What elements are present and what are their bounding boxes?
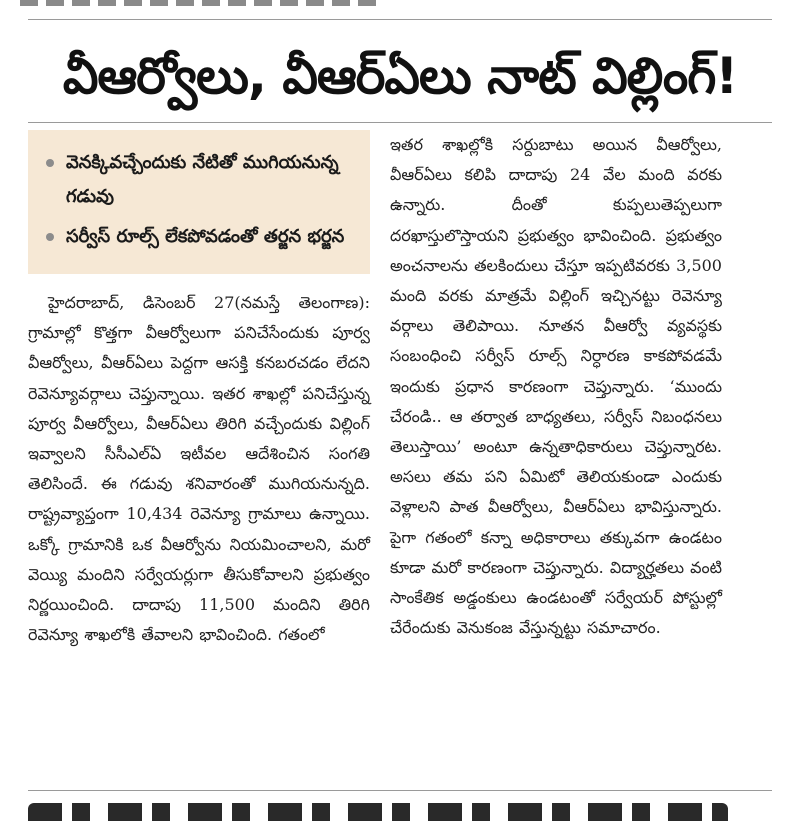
highlight-text: సర్వీస్ రూల్స్ లేకపోవడంతో తర్జన భర్జన (66, 226, 345, 247)
body-text-left: హైదరాబాద్, డిసెంబర్ 27(నమస్తే తెలంగాణ): గ్రామాల్లో కొత్తగా వీఆర్వోలుగా పనిచేసేందుకు పూర్వ వీఆర్వోలు, వీఆర్ఏలు పెద్దగా ఆసక్తి కనబరచడం లేదని రెవెన్యూవర్గాలు చెప్తున్నాయి. ఇతర శాఖల్లో పనిచేస్తున్న పూర్వ వీఆర్వోలు, వీఆర్ఏలు తిరిగి వచ్చేందుకు విల్లింగ్ ఇవ్వాలని సీసీఎల్ఏ ఇటీవల ఆదేశించిన సంగతి తెలిసిందే. ఈ గడువు శనివారంతో ముగియనున్నది. రాష్ట్రవ్యాప్తంగా 10,434 రెవెన్యూ గ్రామాలు ఉన్నాయి. ఒక్కో గ్రామానికి ఒక వీఆర్వోను నియమించాలని, మరో వెయ్యి మందిని సర్వేయర్లుగా తీసుకోవాలని ప్రభుత్వం నిర్ణయించింది. దాదాపు 11,500 మందిని తిరిగి రెవెన్యూ శాఖలోకి తేవాలని భావించింది. గతంలో (28, 293, 370, 645)
body-text-right: ఇతర శాఖల్లోకి సర్దుబాటు అయిన వీఆర్వోలు, వీఆర్ఏలు కలిపి దాదాపు 24 వేల మంది వరకు ఉన్నారు. దీంతో కుప్పలుతెప్పలుగా దరఖాస్తులొస్తాయని ప్రభుత్వం భావించింది. ప్రభుత్వం అంచనాలను తలకిందులు చేస్తూ ఇప్పటివరకు 3,500 మంది వరకు మాత్రమే విల్లింగ్ ఇచ్చినట్టు రెవెన్యూ వర్గాలు తెలిపాయి. నూతన వీఆర్వో వ్యవస్థకు సంబంధించి సర్వీస్ రూల్స్ నిర్ధారణ కాకపోవడమే ఇందుకు ప్రధాన కారణంగా చెప్తున్నారు. ‘ముందు చేరండి.. ఆ తర్వాత బాధ్యతలు, సర్వీస్ నిబంధనలు తెలుస్తాయి’ అంటూ ఉన్నతాధికారులు చెప్తున్నారట. అసలు తమ పని ఏమిటో తెలియకుండా ఎందుకు వెళ్లాలని పాత వీఆర్వోలు, వీఆర్ఏలు భావిస్తున్నారు. పైగా గతంలో కన్నా అధికారాలు తక్కువగా ఉండటం కూడా మరో కారణంగా చెప్తున్నారు. విద్యార్హతలు వంటి సాంకేతిక అడ్డంకులు ఉండటంతో సర్వేయర్ పోస్టుల్లో చేరేందుకు వెనుకంజ వేస్తున్నట్టు సమాచారం. (390, 135, 722, 638)
headline: వీఆర్వోలు, వీఆర్ఏలు నాట్ విల్లింగ్! (62, 47, 738, 105)
highlight-bullet (46, 220, 360, 254)
top-rule (28, 19, 772, 20)
headline-rule (28, 122, 772, 123)
bullet-dot-icon (46, 159, 54, 167)
previous-article-fragment (20, 0, 380, 6)
highlight-bullet (46, 146, 360, 214)
bottom-rule (28, 790, 772, 791)
highlight-box (28, 130, 370, 274)
right-column (390, 130, 722, 643)
highlight-text: వెనక్కివచ్చేందుకు నేటితో ముగియనున్న గడువు (66, 152, 339, 207)
left-column (28, 130, 370, 650)
next-article-fragment (28, 803, 728, 821)
bullet-dot-icon (46, 233, 54, 241)
